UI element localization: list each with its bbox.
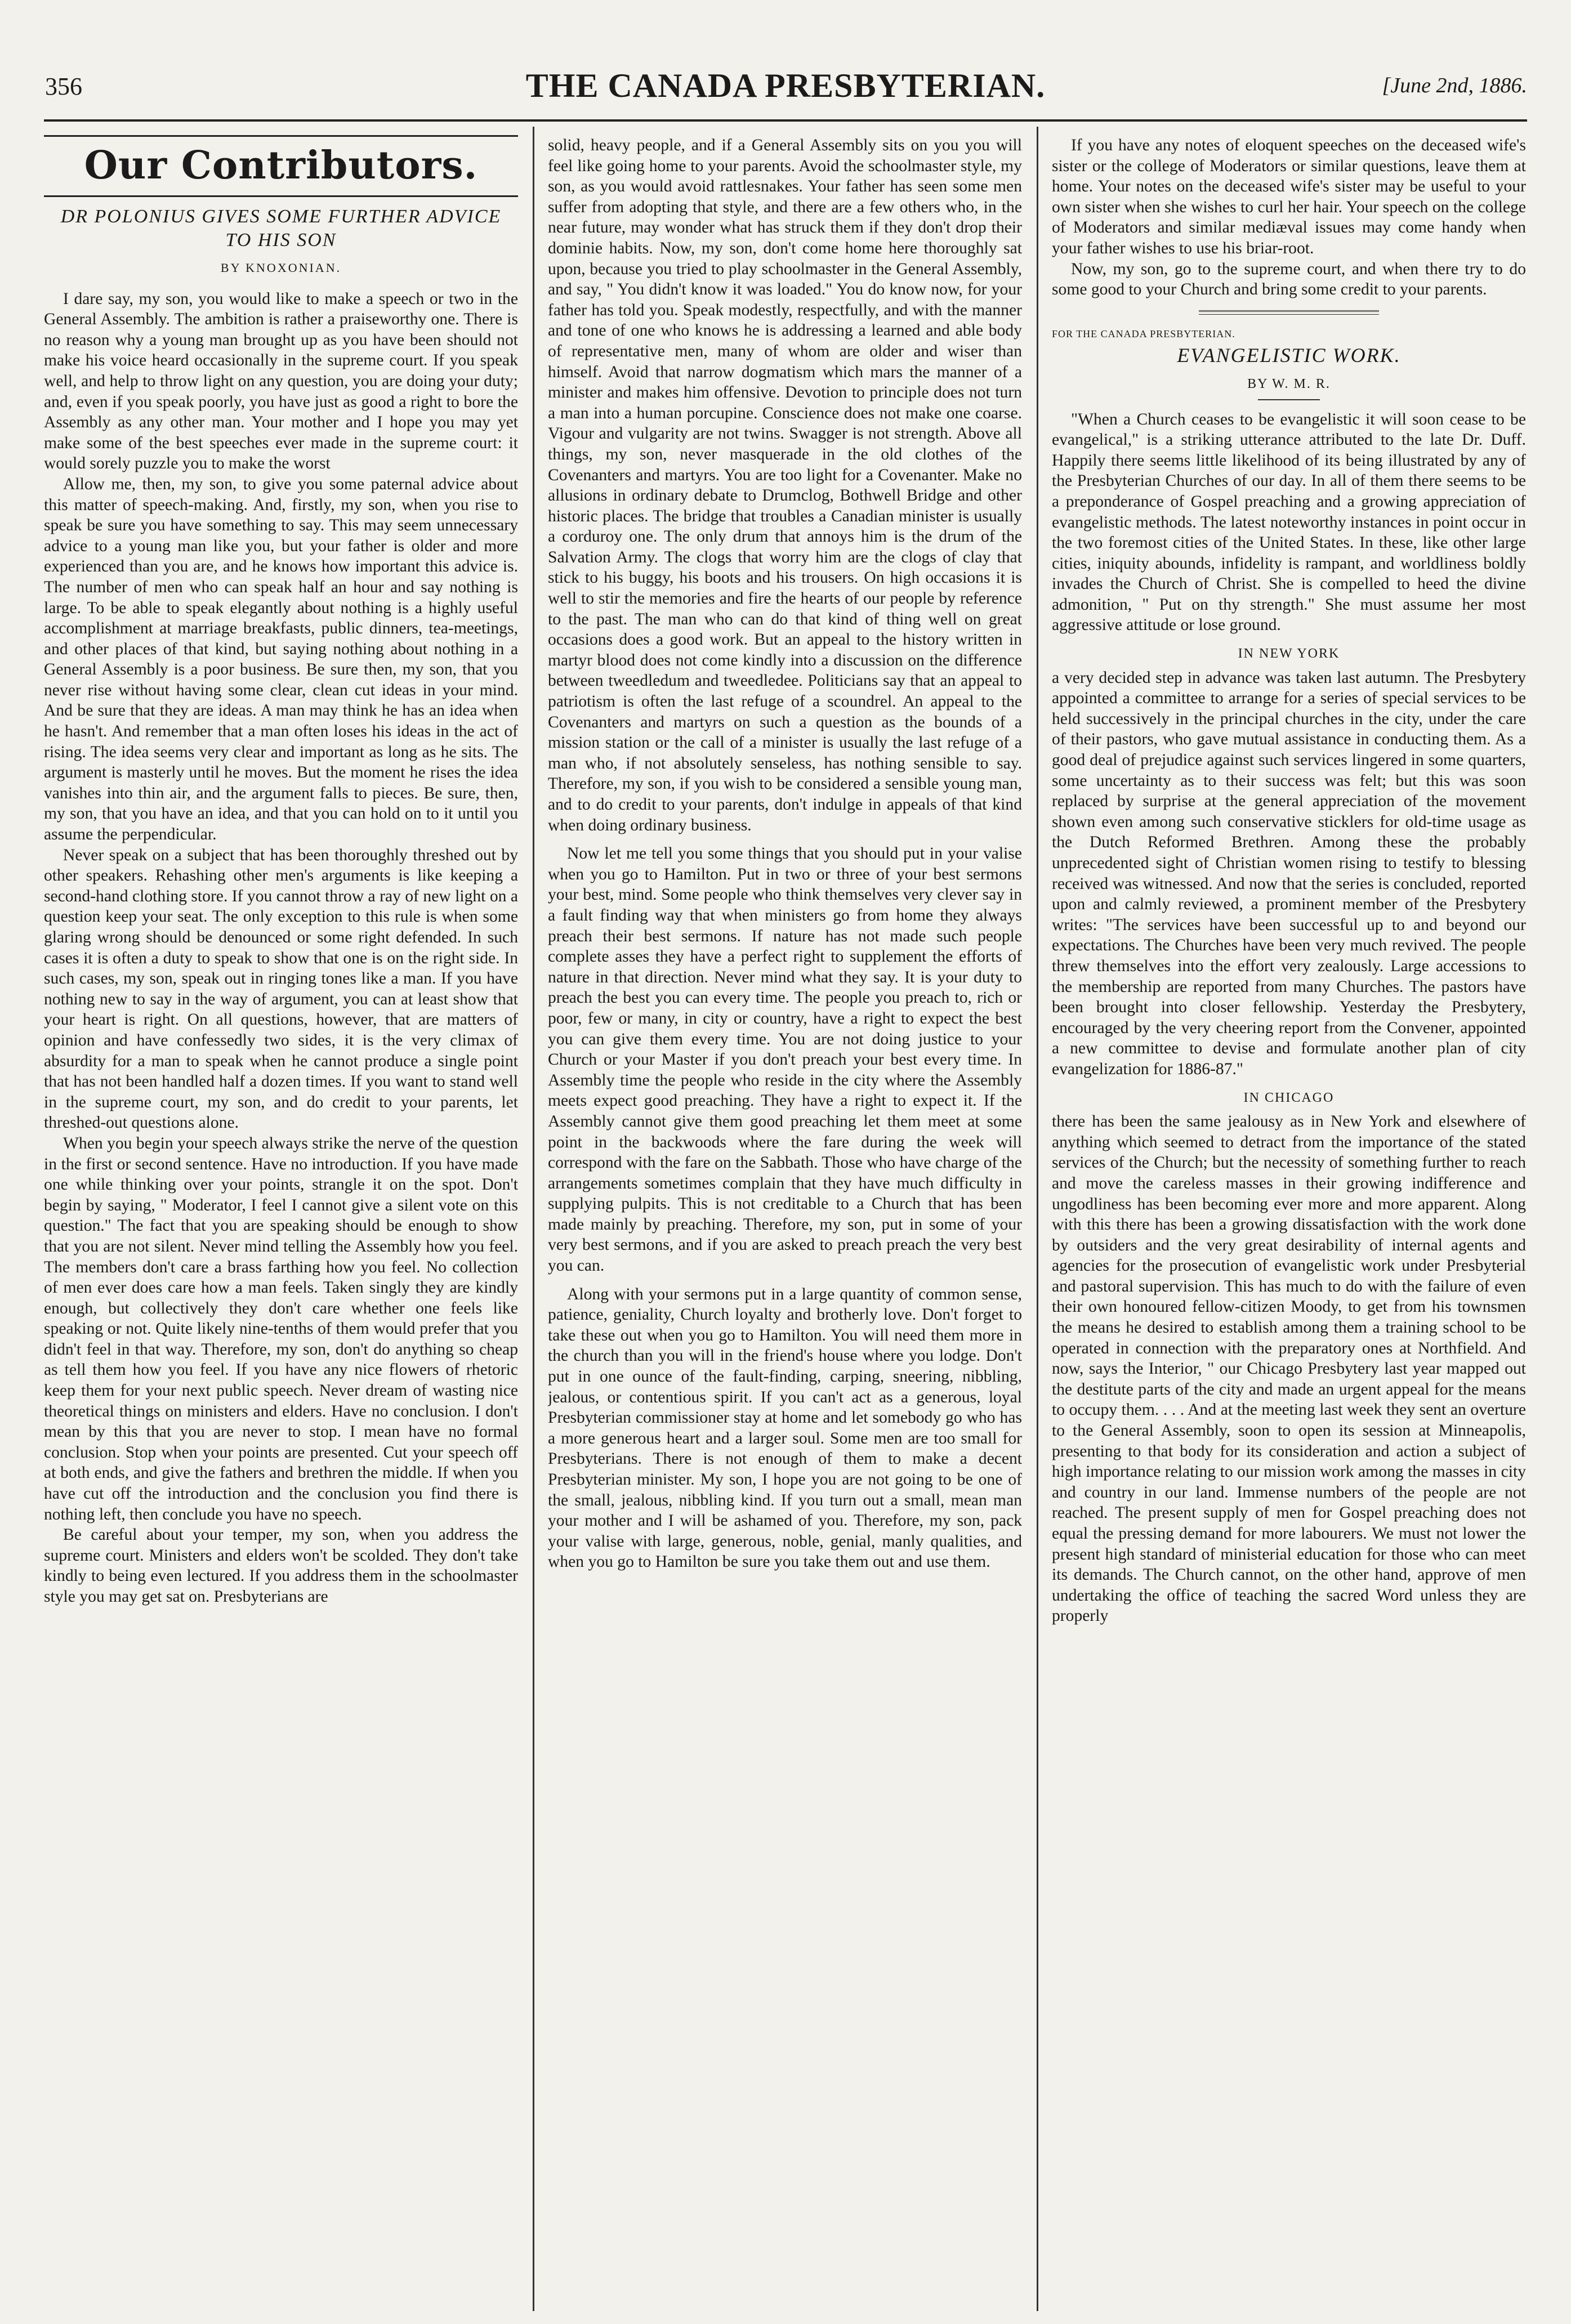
section-heading: Our Contributors. xyxy=(84,143,478,188)
issue-date: [June 2nd, 1886. xyxy=(1382,74,1527,97)
paragraph: Be careful about your temper, my son, when you address the supreme court. Ministers and elders won't be scolded. They don't take kindly to being even lectured. If you address them in the schoolmaster style you may get sat on. Presbyterians are xyxy=(44,1526,518,1606)
paragraph: Allow me, then, my son, to give you some paternal advice about this matter of speech-making. And, firstly, my son, when you rise to speak be sure you have something to say. This may seem unnecessary advice to a young man like you, but your father is older and more experienced than you are, and he knows how important this advice is. The number of men who can speak half an hour and say nothing is large. To be able to speak elegantly about nothing is a highly useful accomplishment at marriage breakfasts, public dinners, tea-meetings, and other places of that kind, but saying nothing about nothing in a General Assembly is a poor business. Be sure then, my son, that you never rise without having some clear, clean cut ideas in your mind. And be sure that they are ideas. A man may think he has an idea when he hasn't. And remember that a man often loses his ideas in the act of rising. The idea seems very clear and important as long as he sits. The argument is masterly until he moves. But the moment he rises the idea vanishes into thin air, and the argument falls to pieces. Be sure, then, my son, that you have an idea, and that you can hold on to it until you assume the perpendicular. xyxy=(44,475,518,844)
column-divider xyxy=(1037,127,1038,2311)
paragraph: a very decided step in advance was taken last autumn. The Presbytery appointed a committee to arrange for a series of special services to be held successively in the principal churches in the city, under the care of their pastors, who gave mutual assistance in conducting them. As a good deal of prejudice against such services lingered in some quarters, some uncertainty as to their success was felt; but this was soon replaced by surprise at the general appreciation of the movement shown even among such conservative sticklers for old-time usage as the Dutch Reformed Brethren. Among these the probably unprecedented sight of Christian women rising to testify to blessing received was witnessed. And now that the series is concluded, reported upon and calmly reviewed, a prominent member of the Presbytery writes: "The services have been successful up to and beyond our expectations. The Churches have been very much revived. The people threw themselves into the effort very zealously. Large accessions to the membership are reported from many Churches. The pastors have been brought into closer fellowship. Yesterday the Presbytery, encouraged by the very cheering report from the Convener, appointed a new committee to devise and formulate another plan of city evangelization for 1886-87." xyxy=(1052,668,1526,1078)
article-byline: BY W. M. R. xyxy=(1247,376,1331,391)
newspaper-page xyxy=(44,0,1527,2324)
masthead-rule xyxy=(44,119,1527,122)
paragraph: Now let me tell you some things that you should put in your valise when you go to Hamilton. Put in two or three of your best sermons your best, mind. Some people who think themselves very clever say in a fault finding way that when ministers go from home they always preach their best sermons. If nature has not made such people complete asses they have a perfect right to supplement the efforts of nature in that direction. Never mind what they say. It is your duty to preach the best you can every time. The people you preach to, rich or poor, few or many, in city or country, have a right to expect the best you can give them every time. You are not doing justice to your Church or your Master if you don't preach your best every time. In Assembly time the people who reside in the city where the Assembly meets expect good preaching. They have a right to expect it. If the Assembly cannot give them good preaching let them meet at some point in the backwoods where the fare during the week will correspond with the fare on the Sabbath. Those who have charge of the arrangements sometimes complain that they have much difficulty in supplying pulpits. This is not creditable to a Church that has been made mainly by preaching. Therefore, my son, put in some of your very best sermons, and if you are asked to preach preach the very best you can. xyxy=(548,844,1022,1275)
subheading: IN CHICAGO xyxy=(1243,1090,1335,1105)
for-line: FOR THE CANADA PRESBYTERIAN. xyxy=(1052,328,1235,339)
column-divider xyxy=(533,127,534,2311)
paragraph: Now, my son, go to the supreme court, and when there try to do some good to your Church and bring some credit to your parents. xyxy=(1052,260,1526,299)
paragraph: solid, heavy people, and if a General Assembly sits on you you will feel like going home to your parents. Avoid the schoolmaster style, my son, as you would avoid rattlesnakes. Your father has seen some men suffer from adopting that style, and there are a few others who, in the near future, may wonder what has struck them if they don't drop their dominie habits. Now, my son, don't come home here thoroughly sat upon, because you tried to play schoolmaster in the General Assembly, and say, " You didn't know it was loaded." You do know now, for your father has told you. Speak modestly, respectfully, and with the manner and tone of one who knows he is addressing a learned and able body of representative men, many of whom are older and wiser than himself. Avoid that narrow dogmatism which mars the manner of a minister and makes him offensive. Devotion to principle does not turn a man into a human porcupine. Conscience does not make one coarse. Vigour and vulgarity are not twins. Swagger is not strength. Above all things, my son, never masquerade in the old clothes of the Covenanters and martyrs. You are too light for a Covenanter. Make no allusions in ordinary debate to Drumclog, Bothwell Bridge and other historic places. The bridge that troubles a Canadian minister is usually a corduroy one. The only drum that annoys him is the drum of the Salvation Army. The clogs that worry him are the clogs of clay that stick to his buggy, his boots and his trousers. On high occasions it is well to stir the memories and fire the hearts of our people by reference to the past. The man who can do that kind of thing well on great occasions does a good work. But an appeal to the history written in martyr blood does not come kindly into a discussion on the difference between tweedledum and tweedledee. Politicians say that an appeal to patriotism is often the last refuge of a scoundrel. An appeal to the Covenanters and martyrs on such a question as the bounds of a mission station or the call of a minister is usually the last refuge of a man who, if not absolutely senseless, has nothing sensible to say. Therefore, my son, if you wish to be considered a sensible young man, and to do credit to your parents, don't indulge in appeals of that kind when doing ordinary business. xyxy=(548,136,1022,834)
article-byline: BY KNOXONIAN. xyxy=(220,261,342,275)
paragraph: When you begin your speech always strike the nerve of the question in the first or second sentence. Have no introduction. If you have made one while thinking over your points, strangle it on the spot. Don't begin by saying, " Moderator, I feel I cannot give a silent vote on this question." The fact that you are speaking should be enough to show that you are not silent. Never mind telling the Assembly how you feel. The members don't care a brass farthing how you feel. No collection of men ever does care how a man feels. Taken singly they are kindly enough, but collectively they don't care whether one feels like speaking or not. Quite likely nine-tenths of them would prefer that you didn't feel in that way. Therefore, my son, don't do anything so cheap as tell them how you feel. If you have any nice flowers of rhetoric keep them for your next public speech. Never dream of wasting nice theoretical things on ministers and elders. Have no conclusion. I don't mean by this that you are never to stop. I mean have no formal conclusion. Stop when your points are presented. Cut your speech off at both ends, and give the fathers and brethren the middle. If when you have cut off the introduction and the conclusion you find there is nothing left, then conclude you have no speech. xyxy=(44,1134,518,1523)
column-3 xyxy=(1052,135,1526,2303)
page-number: 356 xyxy=(45,73,82,100)
paragraph: Never speak on a subject that has been thoroughly threshed out by other speakers. Rehashing other men's arguments is like keeping a second-hand clothing store. If you cannot throw a ray of new light on a question keep your seat. The only exception to this rule is when some glaring wrong should be denounced or some right defended. In such cases it is often a duty to speak to show that one is on the right side. In such cases, my son, speak out in ringing tones like a man. If you have nothing new to say in the way of argument, you can at least show that your heart is right. On all questions, however, that are matters of opinion and have confessedly two sides, it is the very climax of absurdity for a man to speak when he cannot produce a single point that has not been handled half a dozen times. If you want to stand well in the supreme court, my son, and do credit to your parents, let threshed-out questions alone. xyxy=(44,846,518,1132)
newspaper-title: THE CANADA PRESBYTERIAN. xyxy=(525,67,1046,104)
column-1 xyxy=(44,135,518,2303)
article-title: DR POLONIUS GIVES SOME FURTHER ADVICE TO HIS SON xyxy=(60,206,502,251)
subheading: IN NEW YORK xyxy=(1238,646,1340,662)
paragraph: Along with your sermons put in a large quantity of common sense, patience, geniality, Church loyalty and brotherly love. Don't forget to take these out when you go to Hamilton. You will need them more in the church than you will in the friend's house where you lodge. Don't put in one ounce of the fault-finding, carping, sneering, nibbling, jealous, or contentious spirit. If you can't act as a generous, loyal Presbyterian commissioner stay at home and let somebody go who has a more generous heart and a larger soul. Some men are too small for Presbyterians. There is not enough of them to make a decent Presbyterian minister. My son, I hope you are not going to be one of the small, jealous, nibbling kind. If you turn out a small, mean man your mother and I will be ashamed of you. Therefore, my son, pack your valise with large, generous, noble, genial, manly qualities, and when you go to Hamilton be sure you take them out and use them. xyxy=(548,1285,1022,1571)
byline-rule xyxy=(1258,399,1320,400)
masthead xyxy=(44,66,1527,111)
paragraph: "When a Church ceases to be evangelistic it will soon cease to be evangelical," is a striking utterance attributed to the late Dr. Duff. Happily there seems little likelihood of its being illustrated by any of the Presbyterian Churches of our day. In all of them there seems to be a preponderance of Gospel preaching and a growing appreciation of evangelistic methods. The latest noteworthy instances in point occur in the two foremost cities of the United States. In these, like other large cities, iniquity abounds, infidelity is rampant, and worldliness boldly invades the Church of Christ. She is compelled to heed the divine admonition, " Put on thy strength." She must assume her most aggressive attitude or lose ground. xyxy=(1052,410,1526,634)
section-heading-box xyxy=(44,135,518,197)
column-2 xyxy=(548,135,1022,2303)
paragraph: If you have any notes of eloquent speeches on the deceased wife's sister or the college of Moderators or similar questions, leave them at home. Your notes on the deceased wife's sister may be useful to your own sister when she wishes to curl her hair. Your speech on the college of Moderators and similar mediæval issues may come handy when your father wishes to use his briar-root. xyxy=(1052,136,1526,257)
article-title: EVANGELISTIC WORK. xyxy=(1177,344,1401,367)
paragraph: there has been the same jealousy as in New York and elsewhere of anything which seemed to detract from the importance of the stated services of the Church; but the necessity of something further to reach and move the careless masses in their growing indifference and ungodliness has been becoming ever more and more apparent. Along with this there has been a growing dissatisfaction with the work done by outsiders and the very great desirability of internal agents and agencies for the prosecution of evangelistic work under Presbyterial and pastoral supervision. This has much to do with the failure of even their own honoured fellow-citizen Moody, to get from his townsmen the means he desired to establish among them a training school to be operated in connection with the preparatory ones at Northfield. And now, says the Interior, " our Chicago Presbytery last year mapped out the destitute parts of the city and made an urgent appeal for the means to occupy them. . . . And at the meeting last week they sent an overture to the General Assembly, soon to open its session at Minneapolis, presenting to that body for its consideration and action a subject of high importance relating to our mission work among the masses in city and country in our land. Immense numbers of the people are not reached. The present supply of men for Gospel preaching does not equal the pressing demand for more labourers. We must not lower the present high standard of ministerial education for those who can meet its demands. The Church cannot, on the other hand, approve of men undertaking the office of teaching the sacred Word unless they are properly xyxy=(1052,1112,1526,1625)
paragraph: I dare say, my son, you would like to make a speech or two in the General Assembly. The ambition is rather a praiseworthy one. There is no reason why a young man brought up as you have been should not make his voice heard occasionally in the supreme court. If you speak well, and help to throw light on any question, you are doing your duty; and, even if you speak poorly, you have just as good a right to bore the Assembly as any other man. Your mother and I hope you may yet make some of the best speeches ever made in the supreme court: it would sorely puzzle you to make the worst xyxy=(44,289,518,473)
section-divider xyxy=(1199,310,1379,315)
